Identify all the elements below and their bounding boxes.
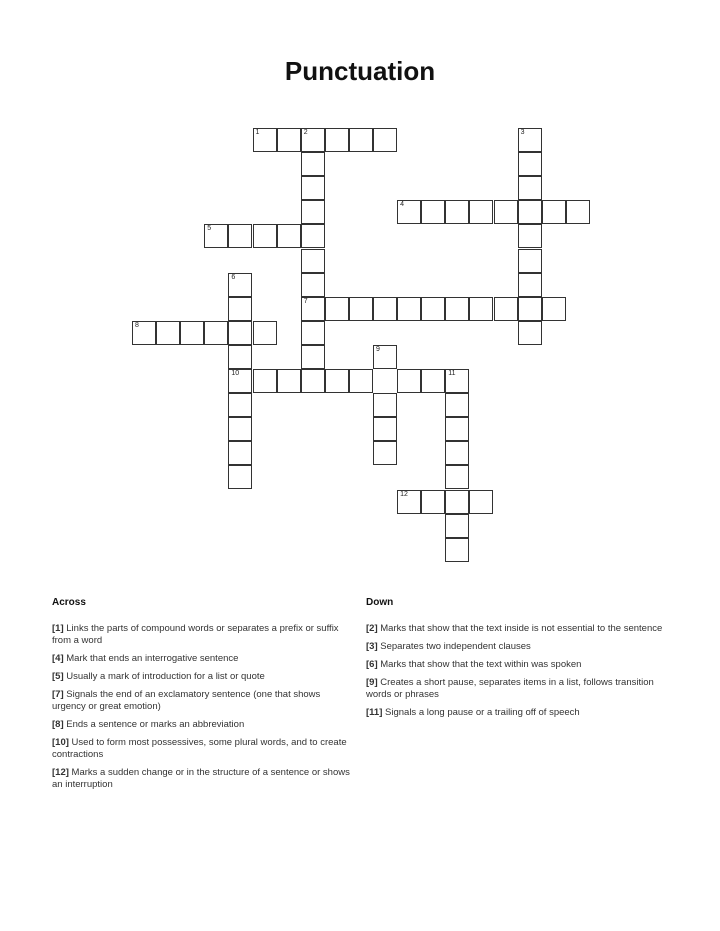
grid-cell[interactable] (397, 490, 421, 514)
grid-cell[interactable] (566, 200, 590, 224)
across-clue: [5] Usually a mark of introduction for a list or quote (52, 671, 265, 682)
across-clue: [4] Mark that ends an interrogative sentence (52, 653, 239, 664)
grid-cell[interactable] (228, 224, 252, 248)
grid-cell[interactable] (421, 200, 445, 224)
down-clue: [9] Creates a short pause, separates items in a list, follows transition words or phrases (366, 677, 654, 700)
across-clue: [12] Marks a sudden change or in the structure of a sentence or shows an interruption (52, 767, 350, 790)
grid-cell[interactable] (349, 297, 373, 321)
across-clue: [10] Used to form most possessives, some plural words, and to create contractions (52, 737, 347, 760)
grid-cell[interactable] (301, 200, 325, 224)
grid-cell[interactable] (518, 128, 542, 152)
grid-cell[interactable] (373, 417, 397, 441)
grid-cell[interactable] (301, 273, 325, 297)
across-clue: [8] Ends a sentence or marks an abbreviation (52, 719, 245, 730)
down-heading: Down (366, 597, 394, 608)
across-clues (52, 597, 352, 797)
grid-cell[interactable] (445, 490, 469, 514)
down-clue: [3] Separates two independent clauses (366, 641, 531, 652)
down-clue: [2] Marks that show that the text inside is not essential to the sentence (366, 623, 663, 634)
grid-cell[interactable] (518, 321, 542, 345)
grid-cell[interactable] (518, 297, 542, 321)
grid-cell[interactable] (228, 345, 252, 369)
grid-cell[interactable] (301, 345, 325, 369)
clue-number: 4 (400, 201, 404, 209)
grid-cell[interactable] (494, 200, 518, 224)
grid-cell[interactable] (445, 200, 469, 224)
grid-cell[interactable] (301, 321, 325, 345)
grid-cell[interactable] (445, 297, 469, 321)
grid-cell[interactable] (301, 152, 325, 176)
grid-cell[interactable] (518, 176, 542, 200)
grid-cell[interactable] (373, 297, 397, 321)
grid-cell[interactable] (301, 128, 325, 152)
grid-cell[interactable] (301, 249, 325, 273)
grid-cell[interactable] (397, 297, 421, 321)
grid-cell[interactable] (180, 321, 204, 345)
down-clue: [11] Signals a long pause or a trailing off of speech (366, 707, 580, 718)
clue-number: 7 (303, 297, 308, 305)
clue-number: 1 (255, 129, 260, 136)
clue-number: 2 (303, 129, 308, 136)
grid-cell[interactable] (325, 297, 349, 321)
grid-cell[interactable] (445, 538, 469, 562)
across-clue: [7] Signals the end of an exclamatory sentence (one that shows urgency or great emotion) (52, 689, 321, 712)
clue-number: 12 (400, 490, 408, 498)
grid-cell[interactable] (518, 249, 542, 273)
grid-cell[interactable] (301, 369, 325, 393)
grid-cell[interactable] (349, 369, 373, 393)
grid-cell[interactable] (325, 369, 349, 393)
grid-cell[interactable] (469, 297, 493, 321)
grid-cell[interactable] (301, 176, 325, 200)
grid-cell[interactable] (204, 321, 228, 345)
page-title: Punctuation (284, 56, 436, 86)
grid-cell[interactable] (445, 393, 469, 417)
grid-cell[interactable] (518, 273, 542, 297)
grid-cell[interactable] (542, 200, 566, 224)
grid-cell[interactable] (277, 128, 301, 152)
grid-cell[interactable] (445, 441, 469, 465)
grid-cell[interactable] (349, 128, 373, 152)
grid-cell[interactable] (301, 224, 325, 248)
grid-cell[interactable] (421, 297, 445, 321)
clue-number: 3 (520, 129, 525, 136)
grid-cell[interactable] (253, 224, 277, 248)
grid-cell[interactable] (445, 465, 469, 489)
grid-cell[interactable] (445, 417, 469, 441)
across-clue: [1] Links the parts of compound words or separates a prefix or suffix from a word (52, 623, 339, 646)
grid-cell[interactable] (373, 345, 397, 369)
clue-number: 10 (231, 370, 240, 377)
grid-cell[interactable] (277, 369, 301, 393)
grid-cell[interactable] (228, 441, 252, 465)
grid-cell[interactable] (132, 321, 156, 345)
grid-cell[interactable] (228, 321, 252, 345)
grid-cell[interactable] (228, 465, 252, 489)
grid-cell[interactable] (253, 321, 277, 345)
grid-cell[interactable] (397, 200, 421, 224)
across-heading: Across (52, 597, 86, 608)
grid-cell[interactable] (469, 200, 493, 224)
grid-cell[interactable] (469, 490, 493, 514)
grid-cell[interactable] (494, 297, 518, 321)
grid-cell[interactable] (445, 369, 469, 393)
grid-cell[interactable] (204, 224, 228, 248)
grid-cell[interactable] (373, 393, 397, 417)
clue-number: 9 (376, 345, 380, 353)
grid-cell[interactable] (325, 128, 349, 152)
down-clues (366, 597, 676, 725)
grid-cell[interactable] (228, 393, 252, 417)
grid-cell[interactable] (301, 297, 325, 321)
grid-cell[interactable] (156, 321, 180, 345)
grid-cell[interactable] (373, 128, 397, 152)
grid-cell[interactable] (228, 297, 252, 321)
clue-number: 6 (231, 273, 236, 281)
grid-cell[interactable] (253, 128, 277, 152)
grid-cell[interactable] (421, 369, 445, 393)
grid-cell[interactable] (518, 224, 542, 248)
grid-cell[interactable] (373, 441, 397, 465)
grid-cell[interactable] (542, 297, 566, 321)
clue-number: 11 (448, 370, 456, 377)
grid-cell[interactable] (277, 224, 301, 248)
grid-cell[interactable] (228, 273, 252, 297)
grid-cell[interactable] (228, 369, 252, 393)
grid-cell[interactable] (518, 200, 542, 224)
clue-number: 5 (207, 225, 212, 233)
down-clue: [6] Marks that show that the text within was spoken (366, 659, 582, 670)
grid-cell[interactable] (228, 417, 252, 441)
grid-cell[interactable] (421, 490, 445, 514)
grid-cell[interactable] (445, 514, 469, 538)
clue-number: 8 (135, 321, 139, 329)
grid-cell[interactable] (253, 369, 277, 393)
grid-cell[interactable] (397, 369, 421, 393)
grid-cell[interactable] (518, 152, 542, 176)
